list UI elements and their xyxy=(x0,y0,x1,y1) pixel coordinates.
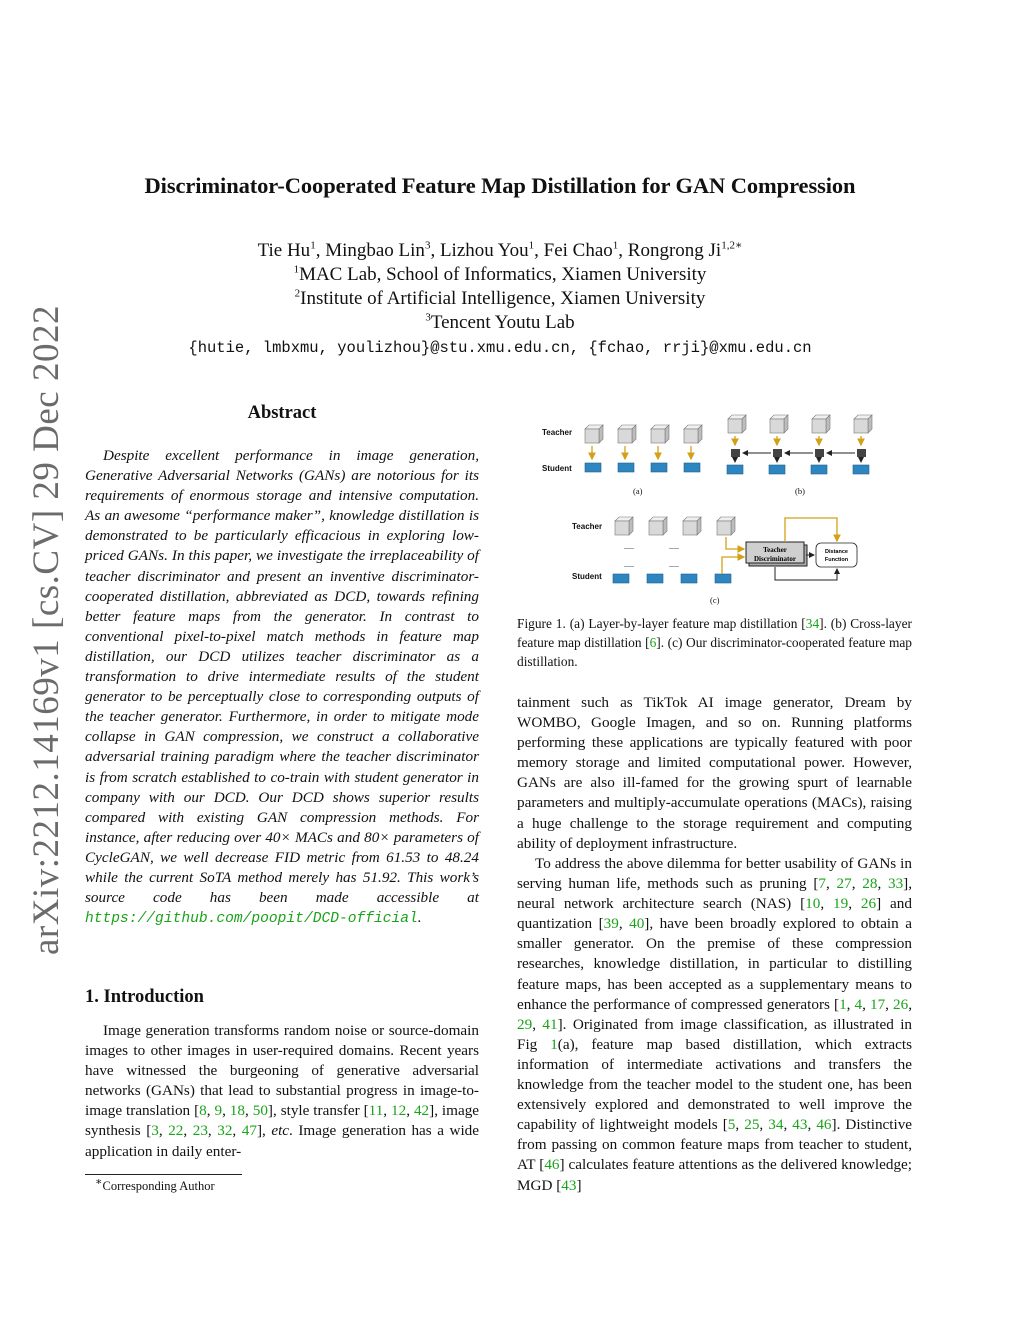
abstract-heading: Abstract xyxy=(247,403,317,423)
source-code-link[interactable]: https://github.com/poopit/DCD-official xyxy=(85,911,418,928)
fig-a-student-blocks xyxy=(585,463,700,472)
figure-1-caption: Figure 1. (a) Layer-by-layer feature map distillation [34]. (b) Cross-layer feature map distillation [6]. (c) Our discriminator-cooperated feature map distillation. xyxy=(517,616,912,670)
fig-c-teacher-blocks xyxy=(615,517,735,535)
fig-a-arrows xyxy=(592,446,691,459)
fig-c-student-blocks xyxy=(613,574,731,583)
fig-label-a: (a) xyxy=(633,486,643,496)
fig-a-teacher-blocks xyxy=(585,425,702,443)
fig-distance-function xyxy=(816,543,857,567)
fig-df-line1: Distance xyxy=(825,549,848,555)
footnote-divider xyxy=(85,1174,242,1175)
abstract-body: Despite excellent performance in image generation, Generative Adversarial Networks (GANs) are notorious for its requirements of enormous storage and intensive computation. As an awesome “performance maker”, knowledge distillation is demonstrated to be particularly efficacious in exploring low-priced GANs. In this paper, we investigate the irreplaceability of teacher discriminator and present an inventive discriminator-cooperated distillation, abbreviated as DCD, towards refining better feature maps from the generator. In contrast to conventional pixel-to-pixel match methods in feature map distillation, our DCD utilizes teacher discriminator as a transformation to drive intermediate results of the student generator to be perceptually close to corresponding outputs of the teacher generator. Furthermore, in order to mitigate mode collapse in GAN compression, we construct a collaborative adversarial training paradigm where the teacher discriminator is from scratch established to co-train with student generator in company with our DCD. Our DCD shows superior results compared with existing GAN compression methods. For instance, after reducing over 40× MACs and 80× parameters of CycleGAN, we well decrease FID metric from 61.53 to 48.24 while the current SoTA method merely has 51.92. This work’s source code has been made accessible at https://github.com/poopit/DCD-official. xyxy=(85,447,479,928)
footnote: ∗Corresponding Author xyxy=(95,1175,215,1193)
fig-label-c: (c) xyxy=(710,595,720,605)
fig-teacher-label-a: Teacher xyxy=(542,428,573,437)
fig-label-b: (b) xyxy=(795,486,805,496)
fig-c-dots-1: ..... xyxy=(624,542,634,551)
fig-c-dots-2: ..... xyxy=(669,542,679,551)
fig-df-line2: Function xyxy=(824,557,849,563)
intro-right-paragraph-2: To address the above dilemma for better usability of GANs in serving human life, methods such as pruning [7, 27, 28, 33], neural network architecture search (NAS) [10, 19, 26] and quantization [39, 40], have been broadly explored to obtain a smaller generator. On the premise of these compression researches, knowledge distillation, in particular to distilling feature maps, has been accepted as a supplementary means to enhance the performance of compressed generators [1, 4, 17, 26, 29, 41]. Originated from image classification, as illustrated in Fig 1(a), feature map based distillation, which extracts information of intermediate activations and transfers the knowledge from the teacher model to the student one, has been extensively explored and demonstrated to well improve the capability of lightweight models [5, 25, 34, 43, 46]. Distinctive from passing on common feature maps from teacher to student, AT [46] calculates feature attentions as the delivered knowledge; MGD [43] xyxy=(517,855,913,1194)
fig-b-teacher-blocks xyxy=(728,415,872,433)
fig-td-line2: Discriminator xyxy=(754,555,796,563)
figure-1-diagram xyxy=(517,405,912,610)
fig-c-dots-3: ..... xyxy=(624,560,634,569)
affiliation-2: $^2$Institute of Artificial Intelligence, Xiamen University xyxy=(294,287,706,309)
affiliation-3: $^3$Tencent Youtu Lab xyxy=(425,311,575,333)
author-emails: {hutie, lmbxmu, youlizhou}@stu.xmu.edu.cn, {fchao, rrji}@xmu.edu.cn xyxy=(188,339,812,357)
author-list: Tie Hu$^1$, Mingbao Lin$^3$, Lizhou You$^1$, Fei Chao$^1$, Rongrong $Ji^{1,2∗}$ xyxy=(257,239,743,261)
fig-student-label-c: Student xyxy=(572,572,602,581)
fig-teacher-label-c: Teacher xyxy=(572,522,603,531)
fig-student-label-a: Student xyxy=(542,464,572,473)
intro-left-paragraph: Image generation transforms random noise or source-domain images to other images in user-required domains. Recent years have witnessed the burgeoning of generative adversarial networks (GANs) that lead to substantial progress in image-to-image translation [8, 9, 18, 50], style transfer [11, 12, 42], image synthesis [3, 22, 23, 32, 47], etc. Image generation has a wide application in daily enter- xyxy=(85,1022,480,1160)
affiliation-1: $^1$MAC Lab, School of Informatics, Xiamen University xyxy=(293,263,707,285)
paper-title: Discriminator-Cooperated Feature Map Distillation for GAN Compression xyxy=(144,173,856,198)
fig-c-dots-4: ..... xyxy=(669,560,679,569)
fig-td-line1: Teacher xyxy=(763,546,787,554)
arxiv-stamp: arXiv:2212.14169v1 [cs.CV] 29 Dec 2022 xyxy=(26,305,67,955)
intro-right-paragraph-1: tainment such as TikTok AI image generator, Dream by WOMBO, Google Imagen, and so on. Running platforms performing these applications are typically featured with poor memory storage and limited computational power. However, GANs are also ill-famed for the growing spurt of learnable parameters and multiply-accumulate operations (MACs), raising a huge challenge to the storage requirement and computing ability of deployment infrastructure. xyxy=(517,694,912,852)
intro-heading: 1. Introduction xyxy=(85,987,204,1007)
fig-b-student-blocks xyxy=(727,465,869,474)
